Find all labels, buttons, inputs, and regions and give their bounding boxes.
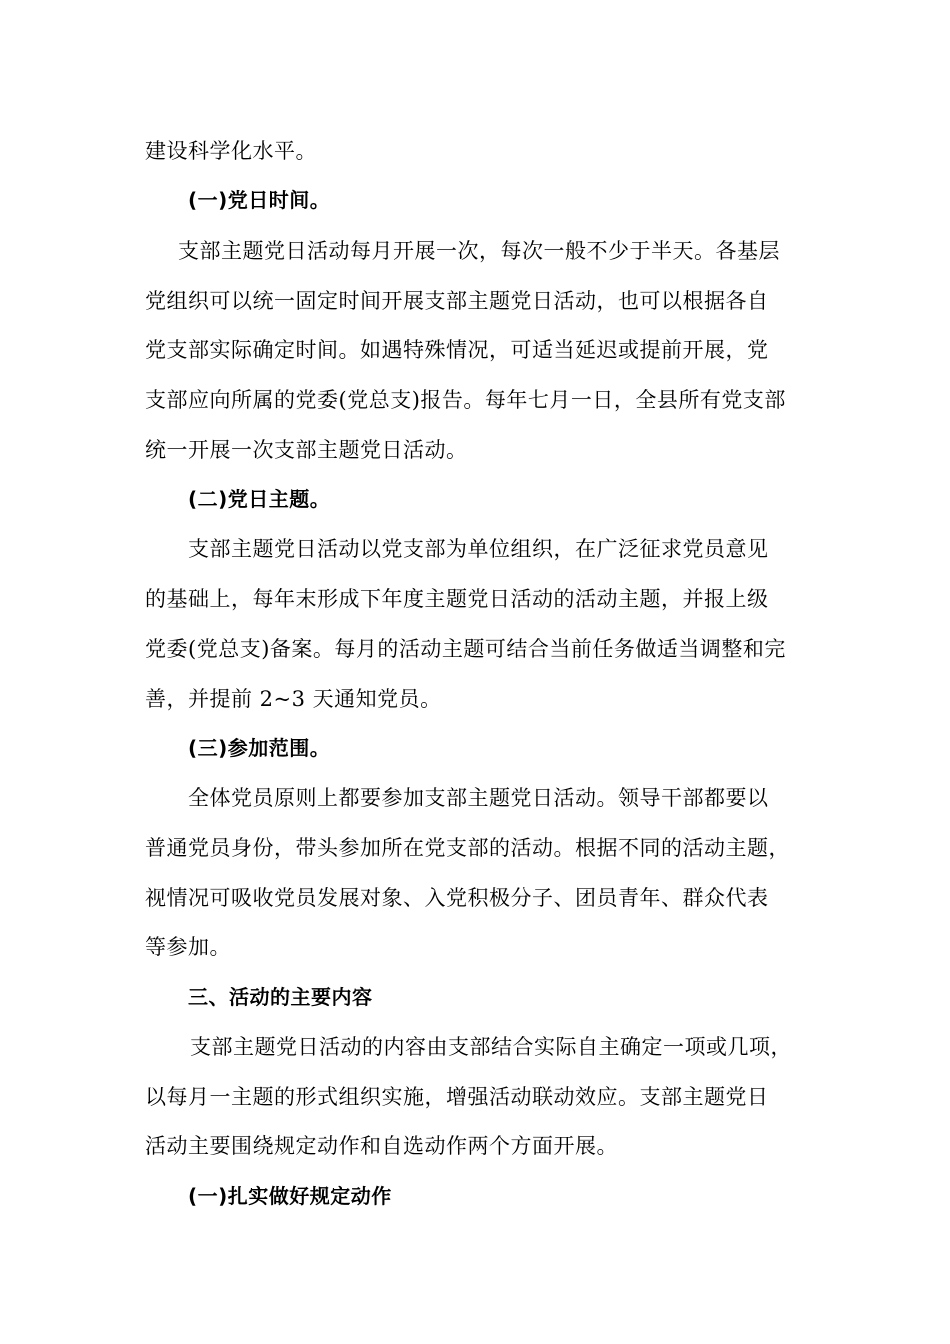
paragraph-line: 支部应向所属的党委(党总支)报告。每年七月一日，全县所有党支部 <box>145 388 786 412</box>
paragraph-line: 视情况可吸收党员发展对象、入党积极分子、团员青年、群众代表 <box>145 886 769 910</box>
section-heading: (一)党日时间。 <box>188 188 331 212</box>
paragraph-line: 党支部实际确定时间。如遇特殊情况，可适当延迟或提前开展，党 <box>145 338 769 362</box>
paragraph-line: 善，并提前 2~3 天通知党员。 <box>145 687 442 711</box>
section-heading: (三)参加范围。 <box>188 736 331 760</box>
section-heading: (二)党日主题。 <box>188 487 331 511</box>
paragraph-line: 支部主题党日活动每月开展一次，每次一般不少于半天。各基层 <box>178 239 780 263</box>
paragraph-line: 支部主题党日活动的内容由支部结合实际自主确定一项或几项， <box>190 1035 792 1059</box>
paragraph-line: 党组织可以统一固定时间开展支部主题党日活动，也可以根据各自 <box>145 289 769 313</box>
paragraph-line: 党委(党总支)备案。每月的活动主题可结合当前任务做适当调整和完 <box>145 637 786 661</box>
paragraph-line: 支部主题党日活动以党支部为单位组织，在广泛征求党员意见 <box>188 537 769 561</box>
paragraph-line: 活动主要围绕规定动作和自选动作两个方面开展。 <box>145 1134 618 1158</box>
paragraph-line: 等参加。 <box>145 935 231 959</box>
paragraph-line: 普通党员身份，带头参加所在党支部的活动。根据不同的活动主题， <box>145 836 790 860</box>
paragraph-line: 全体党员原则上都要参加支部主题党日活动。领导干部都要以 <box>188 786 769 810</box>
section-heading: 三、活动的主要内容 <box>188 985 373 1009</box>
paragraph-line: 的基础上，每年末形成下年度主题党日活动的活动主题，并报上级 <box>145 587 769 611</box>
section-heading: (一)扎实做好规定动作 <box>188 1184 392 1208</box>
paragraph-line: 统一开展一次支部主题党日活动。 <box>145 438 468 462</box>
paragraph-line: 建设科学化水平。 <box>145 139 317 163</box>
paragraph-line: 以每月一主题的形式组织实施，增强活动联动效应。支部主题党日 <box>145 1085 769 1109</box>
